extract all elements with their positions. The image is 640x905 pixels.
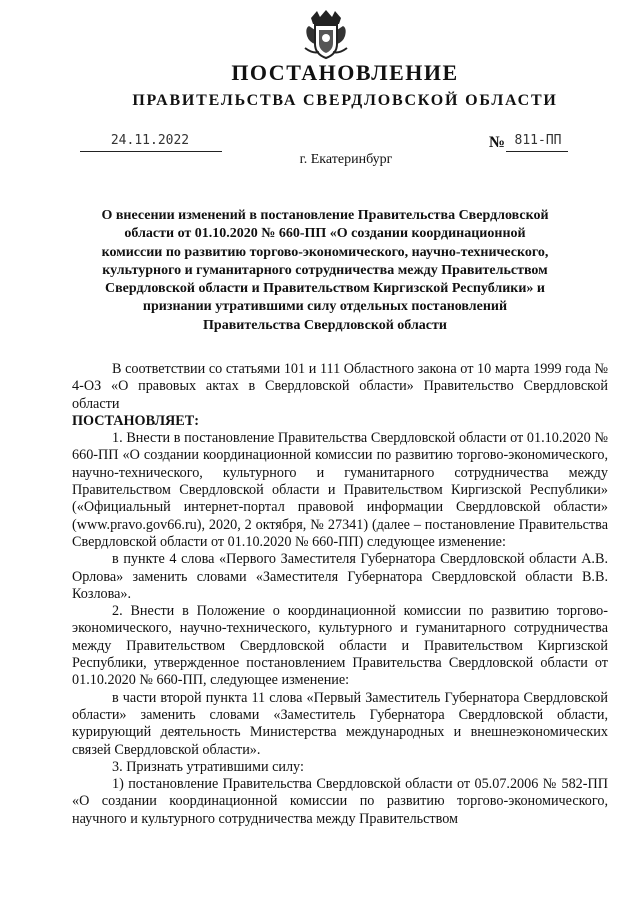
document-heading: О внесении изменений в постановление Правительства Свердловской области от 01.10.2020 № 660-ПП «О создании координационной комиссии по развитию торгово-экономического, научно-технического, культурного и гуманитарного сотрудничества между Правительством Свердловской области и Правительством Киргизской Республики» и признании утратившими силу отдельных постановлений Правительства Свердловской области [101, 208, 549, 333]
clause-2-change: в части второй пункта 11 слова «Первый Заместитель Губернатора Свердловской области» заменить словами «Заместитель Губернатора Свердловской области, курирующий деятельность Министерства международных и внешнеэкономических связей Свердловской области». [72, 689, 608, 758]
clause-3: 3. Признать утратившими силу: [112, 758, 304, 775]
decree-word: ПОСТАНОВЛЯЕТ: [72, 412, 199, 429]
clause-3-item-1: 1) постановление Правительства Свердловской области от 05.07.2006 № 582-ПП «О создании координационной комиссии по развитию торгово-экономического, научного и культурного сотрудничества между Правительством [72, 776, 608, 827]
clause-2: 2. Внести в Положение о координационной комиссии по развитию торгово-экономического, научно-технического, культурного и гуманитарного сотрудничества между Правительством Свердловской области и Правительством Киргизской Республики, утвержденное постановлением Правительства Свердловской области от 01.10.2020 № 660-ПП, следующее изменение: [72, 603, 608, 689]
preamble-paragraph: В соответствии со статьями 101 и 111 Областного закона от 10 марта 1999 года № 4-ОЗ «О правовых актах в Свердловской области» Правительство Свердловской области [72, 361, 608, 412]
city-name: г. Екатеринбург [299, 152, 393, 167]
number-label: № [489, 134, 506, 151]
coat-of-arms-icon [303, 8, 349, 60]
clause-1: 1. Внести в постановление Правительства Свердловской области от 01.10.2020 № 660-ПП «О создании координационной комиссии по развитию торгово-экономического, научно-технического, культурного и гуманитарного сотрудничества между Правительством Свердловской области и Правительством Киргизской Республики» («Официальный интернет-портал правовой информации Свердловской области» (www.pravo.gov66.ru), 2020, 2 октября, № 27341) (далее – постановление Правительства Свердловской области от 01.10.2020 № 660-ПП) следующее изменение: [72, 430, 608, 550]
document-number: 811-ПП [514, 133, 562, 148]
document-type-title: ПОСТАНОВЛЕНИЕ [231, 60, 459, 85]
issuer-subtitle: ПРАВИТЕЛЬСТВА СВЕРДЛОВСКОЙ ОБЛАСТИ [132, 92, 558, 109]
document-date: 24.11.2022 [110, 133, 190, 148]
document-body [72, 361, 608, 828]
clause-1-change: в пункте 4 слова «Первого Заместителя Губернатора Свердловской области А.В. Орлова» заменить словами «Заместителя Губернатора Свердловской области В.В. Козлова». [72, 551, 608, 602]
